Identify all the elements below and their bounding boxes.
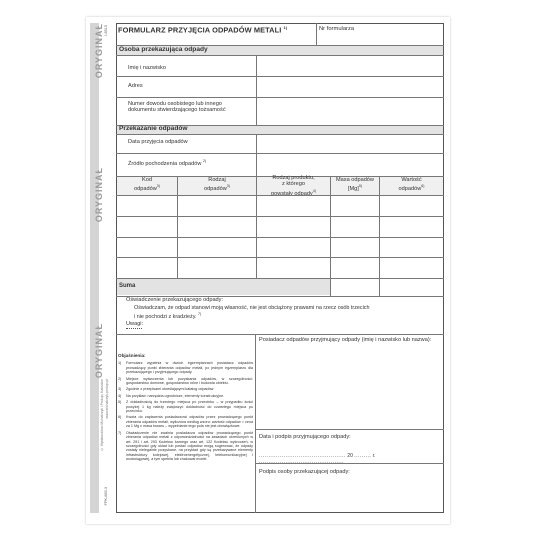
id-label [128, 101, 226, 114]
col-value-line1: Wartość [401, 177, 422, 183]
col-product-line1: Rodzaj produktu, [272, 175, 315, 181]
source-label [128, 158, 206, 167]
col-type-line2: odpadów [204, 186, 227, 193]
col-header-mass [331, 177, 379, 193]
date-label: Data przyjęcia odpadów [128, 139, 188, 145]
id-label-line1: Numer dowodu osobistego lub innego [128, 101, 222, 107]
declaration-ref: 7) [198, 312, 202, 317]
col-code-line2: odpadów [134, 186, 157, 193]
declaration-text-line1: Oświadczam, że odpad stanowi moją własność, nie jest obciążony prawami na rzecz osób trzecich [134, 305, 370, 311]
giver-label: Podpis osoby przekazującej odpady: [259, 469, 350, 475]
source-field[interactable] [257, 154, 443, 175]
table-row[interactable] [117, 196, 443, 216]
explanation-item: 2) Miejsce wytworzenia lub pozyskania odpadów, w szczególności: gospodarstwo domowe, gospodarstwo rolne i budowla obiektu. [118, 376, 253, 386]
side-label-original-top: ORYGINAŁ [94, 23, 104, 79]
side-label-original-middle: ORYGINAŁ [94, 167, 104, 223]
form-sheet [86, 17, 450, 524]
side-publisher: © Wydawnictwo Michalczyk i Prokop, Katowice [100, 379, 104, 452]
declaration-label: Oświadczenie przekazującego odpady: [126, 297, 224, 303]
date-field[interactable] [257, 135, 443, 153]
id-number-field[interactable] [257, 98, 443, 125]
name-field[interactable] [257, 56, 443, 76]
receiver-field[interactable] [257, 345, 443, 429]
col-header-product [257, 175, 330, 197]
form-title-ref: 1) [283, 25, 288, 30]
explanation-item: 7) Oświadczenie nie zwalnia posiadacza odpadów prowadzącego punkt zbierania odpadów metali z odpowiedzialności na zasadach określonych w art. 291 i art. 293 Kodeksu karnego oraz art. 122 Kodeksu wykroczeń, w szczególności gdy układ lub postać odpadów mogą sugerować, że odpady zostały nielegalnie pozyskane, na przykład gdy są przekazywane elementy infrastruktury kolejowej, elektroenergetycznej, telekomunikacyjnej i wodociągowej, a tym spełnia lub znakował model. [118, 430, 253, 462]
source-label-text: Źródło pochodzenia odpadów [128, 160, 202, 167]
address-field[interactable] [257, 77, 443, 97]
side-website: www.michalczyk-prokop.pl [105, 379, 109, 419]
declaration-text [134, 305, 442, 321]
date-sign-line[interactable]: .............................................. 20 ......... r. ............................................. [259, 453, 376, 466]
declaration-text-line2: i nie pochodzi z kradzieży. [134, 314, 197, 321]
side-gray-band [90, 23, 99, 513]
col-value-line2: odpadów [398, 186, 422, 193]
year-prefix: 20 [347, 453, 353, 459]
col-header-value [380, 177, 443, 193]
section-transfer-heading: Przekazanie odpadów [119, 125, 188, 132]
explanation-item: 1) Formularz wypełnia w dwóch egzemplarzach posiadacz odpadów prowadzący punkt zbierania odpadów metali, po jednym egzemplarzu dla przekazującego i przyjmującego odpady. [118, 361, 253, 375]
sum-mass-field[interactable] [331, 279, 379, 295]
col-product-ref: 4) [312, 188, 316, 193]
table-row[interactable] [117, 217, 443, 237]
explanation-item: 5) Z dokładnością do trzeciego miejsca po przecinku – w przypadku kości powyżej 1 kg należy zwiększyć dokładność do czwartego miejsca po przecinku. [118, 400, 253, 414]
explanation-item: 4) Na przykład: narzędzia ogrodnicze, elementy konstrukcyjne. [118, 393, 225, 398]
col-header-code [117, 177, 177, 193]
col-code-ref: 3) [156, 184, 160, 189]
table-row[interactable] [117, 238, 443, 257]
form-number-label: Nr formularza [319, 26, 355, 32]
remarks-label: Uwagi: [126, 321, 144, 327]
explanations [118, 354, 253, 464]
form-title-text: FORMULARZ PRZYJĘCIA ODPADÓW METALI [118, 25, 282, 35]
col-product-line2: z którego [281, 181, 305, 188]
col-type-line1: Rodzaj [208, 177, 226, 183]
col-value-ref: 6) [421, 184, 425, 189]
date-sign-label: Data i podpis przyjmującego odpady: [259, 434, 351, 440]
col-header-type [178, 177, 256, 193]
table-row[interactable] [117, 258, 443, 277]
side-code-top: I-8515 [104, 25, 108, 36]
col-product-line3: powstały odpady [271, 190, 313, 197]
sum-label: Suma [119, 283, 136, 289]
remarks-field[interactable] [144, 320, 442, 332]
col-mass-line1: Masa odpadów [336, 177, 374, 183]
source-ref: 2) [202, 159, 207, 163]
year-suffix: r. [372, 453, 376, 459]
receiver-label: Posiadacz odpadów przyjmujący odpady (imię i nazwisko lub nazwa): [259, 337, 432, 343]
col-mass-ref: 5) [358, 184, 363, 189]
name-label: Imię i nazwisko [128, 65, 166, 71]
address-label: Adres [128, 83, 143, 89]
side-code-bottom: FPK-689-3 [104, 487, 108, 506]
side-strip [86, 17, 114, 524]
explanation-item: 6) Kwota do zapłacenia posiadaczowi odpadów przez prowadzącego punkt zbierania odpadów metali, wyliczona według wzoru: wartość odpadów = cena za 1 Mg x masa towaru – wypełnianie tego pola nie jest obowiązkowe. [118, 415, 253, 429]
col-mass-line2: [Mg] [347, 186, 359, 193]
side-label-original-bottom: ORYGINAŁ [94, 323, 104, 379]
form-number-field[interactable] [319, 33, 441, 43]
explanation-item: 3) Zgodnie z przepisami określającymi katalog odpadów. [118, 387, 215, 392]
col-type-ref: 3) [226, 184, 230, 189]
id-label-line2: dokumentu stwierdzającego tożsamość [128, 107, 226, 114]
section-person-heading: Osoba przekazująca odpady [119, 46, 208, 53]
sum-value-field[interactable] [380, 279, 443, 295]
form-title [118, 25, 314, 34]
giver-signature-field[interactable] [257, 477, 443, 511]
col-code-line1: Kod [142, 177, 152, 183]
explanations-heading: Objaśnienia: [118, 353, 146, 358]
